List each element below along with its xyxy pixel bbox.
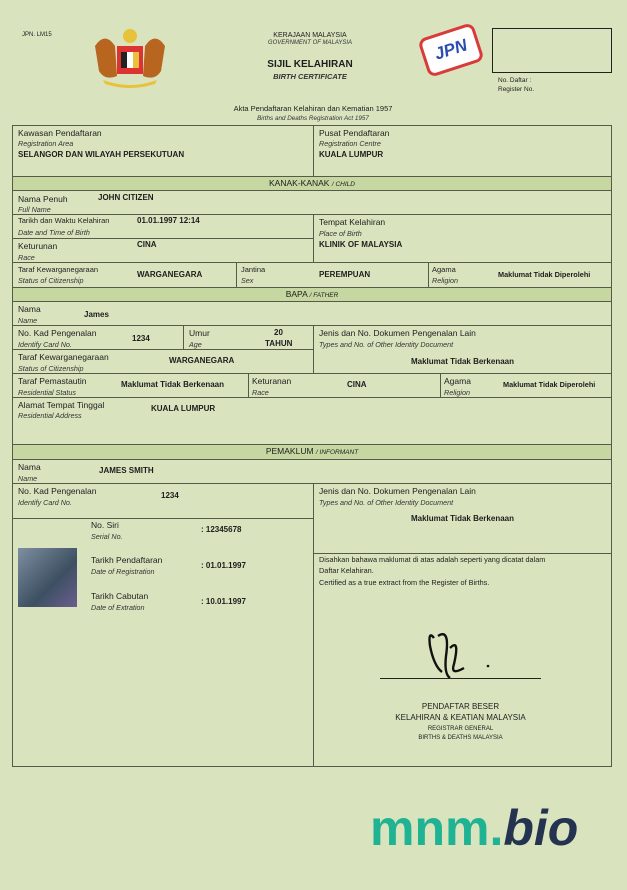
father-name-label-en: Name [18, 316, 38, 325]
child-name-label: Nama Penuh [18, 194, 68, 204]
form-code: JPN. LM15 [22, 32, 52, 38]
child-cit-label: Taraf Kewarganegaraan [18, 265, 99, 274]
father-rel-label: Agama [444, 376, 471, 386]
informant-name-label-en: Name [18, 474, 38, 483]
child-rel-value: Maklumat Tidak Diperolehi [498, 270, 591, 279]
act-en: Births and Deaths Registration Act 1957 [257, 115, 369, 122]
signature [420, 628, 495, 680]
father-age-label-en: Age [189, 340, 202, 349]
child-name-label-en: Full Name [18, 205, 51, 214]
father-addr-value: KUALA LUMPUR [151, 404, 216, 413]
child-dob-label: Tarikh dan Waktu Kelahiran [18, 216, 110, 225]
child-cit-value: WARGANEGARA [137, 270, 203, 279]
reg-area-value: SELANGOR DAN WILAYAH PERSEKUTUAN [18, 150, 185, 159]
reg-area-label-en: Registration Area [18, 139, 74, 148]
father-name-label: Nama [18, 304, 41, 314]
child-cit-label-en: Status of Citizenship [18, 276, 84, 285]
sig-line-4: BIRTHS & DEATHS MALAYSIA [418, 735, 503, 741]
child-race-label: Keturunan [18, 241, 58, 251]
cert-line-2: Daftar Kelahiran. [319, 566, 374, 575]
informant-name-label: Nama [18, 462, 41, 472]
child-dob-label-en: Date and Time of Birth [18, 228, 90, 237]
child-rel-label-en: Religion [432, 276, 458, 285]
informant-doc-label-en: Types and No. of Other Identity Document [319, 498, 454, 507]
title-ms: SIJIL KELAHIRAN [267, 59, 353, 70]
reg-date-label-en: Date of Registration [91, 567, 155, 576]
informant-band: PEMAKLUM / INFORMANT [13, 444, 611, 459]
father-race-label-en: Race [252, 388, 269, 397]
child-sex-value: PEREMPUAN [319, 270, 371, 279]
hologram-seal-image [18, 548, 77, 607]
father-res-label: Taraf Pemastautin [18, 376, 87, 386]
register-label-ms: No. Daftar : [498, 77, 532, 84]
informant-ic-label-en: Identify Card No. [18, 498, 72, 507]
act-ms: Akta Pendaftaran Kelahiran dan Kematian 1957 [233, 104, 393, 113]
cert-line-3: Certified as a true extract from the Register of Births. [319, 578, 490, 587]
reg-date-label: Tarikh Pendaftaran [91, 555, 163, 565]
father-rel-value: Maklumat Tidak Diperolehi [503, 380, 596, 389]
child-name-value: JOHN CITIZEN [98, 193, 154, 202]
cert-line-1: Disahkan bahawa maklumat di atas adalah seperti yang dicatat dalam [319, 555, 546, 564]
ext-date-label-en: Date of Extration [91, 603, 145, 612]
informant-doc-label: Jenis dan No. Dokumen Pengenalan Lain [319, 486, 476, 496]
father-ic-label-en: Identify Card No. [18, 340, 72, 349]
father-cit-value: WARGANEGARA [169, 356, 235, 365]
father-doc-value: Maklumat Tidak Berkenaan [410, 357, 514, 366]
father-age-unit: TAHUN [265, 339, 293, 348]
reg-area-label: Kawasan Pendaftaran [18, 128, 102, 138]
serial-value: : 12345678 [201, 525, 242, 534]
ext-date-label: Tarikh Cabutan [91, 591, 149, 601]
jpn-logo: JPN [417, 22, 485, 78]
serial-label: No. Siri [91, 520, 119, 530]
child-sex-label-en: Sex [241, 276, 254, 285]
informant-doc-value: Maklumat Tidak Berkenaan [410, 514, 514, 523]
father-name-value: James [84, 310, 109, 319]
father-res-label-en: Residential Status [18, 388, 76, 397]
father-doc-label: Jenis dan No. Dokumen Pengenalan Lain [319, 328, 476, 338]
child-race-value: CINA [137, 240, 157, 249]
father-ic-value: 1234 [132, 334, 150, 343]
father-age-label: Umur [189, 328, 210, 338]
reg-centre-label-en: Registration Centre [319, 139, 381, 148]
coat-of-arms-logo [85, 26, 175, 88]
signature-line [380, 678, 541, 679]
father-cit-label-en: Status of Citizenship [18, 364, 84, 373]
father-ic-label: No. Kad Pengenalan [18, 328, 97, 338]
register-no-box [492, 28, 612, 73]
gov-en: GOVERNMENT OF MALAYSIA [267, 40, 353, 46]
father-doc-label-en: Types and No. of Other Identity Document [319, 340, 454, 349]
child-rel-label: Agama [432, 265, 456, 274]
father-cit-label: Taraf Kewarganegaraan [18, 352, 109, 362]
informant-ic-label: No. Kad Pengenalan [18, 486, 97, 496]
gov-ms: KERAJAAN MALAYSIA [273, 32, 347, 39]
serial-label-en: Serial No. [91, 532, 123, 541]
child-pob-label-en: Place of Birth [319, 229, 362, 238]
register-label-en: Register No. [498, 86, 535, 93]
child-sex-label: Jantina [241, 265, 266, 274]
father-rel-label-en: Religion [444, 388, 470, 397]
sig-line-3: REGISTRAR GENERAL [427, 726, 494, 732]
father-race-label: Keturanan [252, 376, 292, 386]
sig-line-1: PENDAFTAR BESER [421, 702, 500, 711]
watermark-logo: mnm.bio [370, 800, 579, 856]
father-race-value: CINA [347, 380, 367, 389]
reg-centre-value: KUALA LUMPUR [319, 150, 384, 159]
father-addr-label-en: Residential Address [18, 411, 82, 420]
sig-line-2: KELAHIRAN & KEATIAN MALAYSIA [395, 713, 526, 722]
title-en: BIRTH CERTIFICATE [273, 72, 347, 81]
ext-date-value: : 10.01.1997 [201, 597, 246, 606]
child-dob-value: 01.01.1997 12:14 [137, 216, 200, 225]
informant-ic-value: 1234 [161, 491, 179, 500]
father-age-value: 20 [274, 328, 283, 337]
child-band: KANAK-KANAK / CHILD [13, 176, 611, 190]
informant-name-value: JAMES SMITH [99, 466, 154, 475]
child-race-label-en: Race [18, 253, 35, 262]
reg-centre-label: Pusat Pendaftaran [319, 128, 390, 138]
child-pob-label: Tempat Kelahiran [319, 217, 386, 227]
father-addr-label: Alamat Tempat Tinggal [18, 400, 105, 410]
child-pob-value: KLINIK OF MALAYSIA [319, 240, 403, 249]
father-res-value: Maklumat Tidak Berkenaan [121, 380, 225, 389]
reg-date-value: : 01.01.1997 [201, 561, 246, 570]
father-band: BAPA / FATHER [13, 287, 611, 301]
